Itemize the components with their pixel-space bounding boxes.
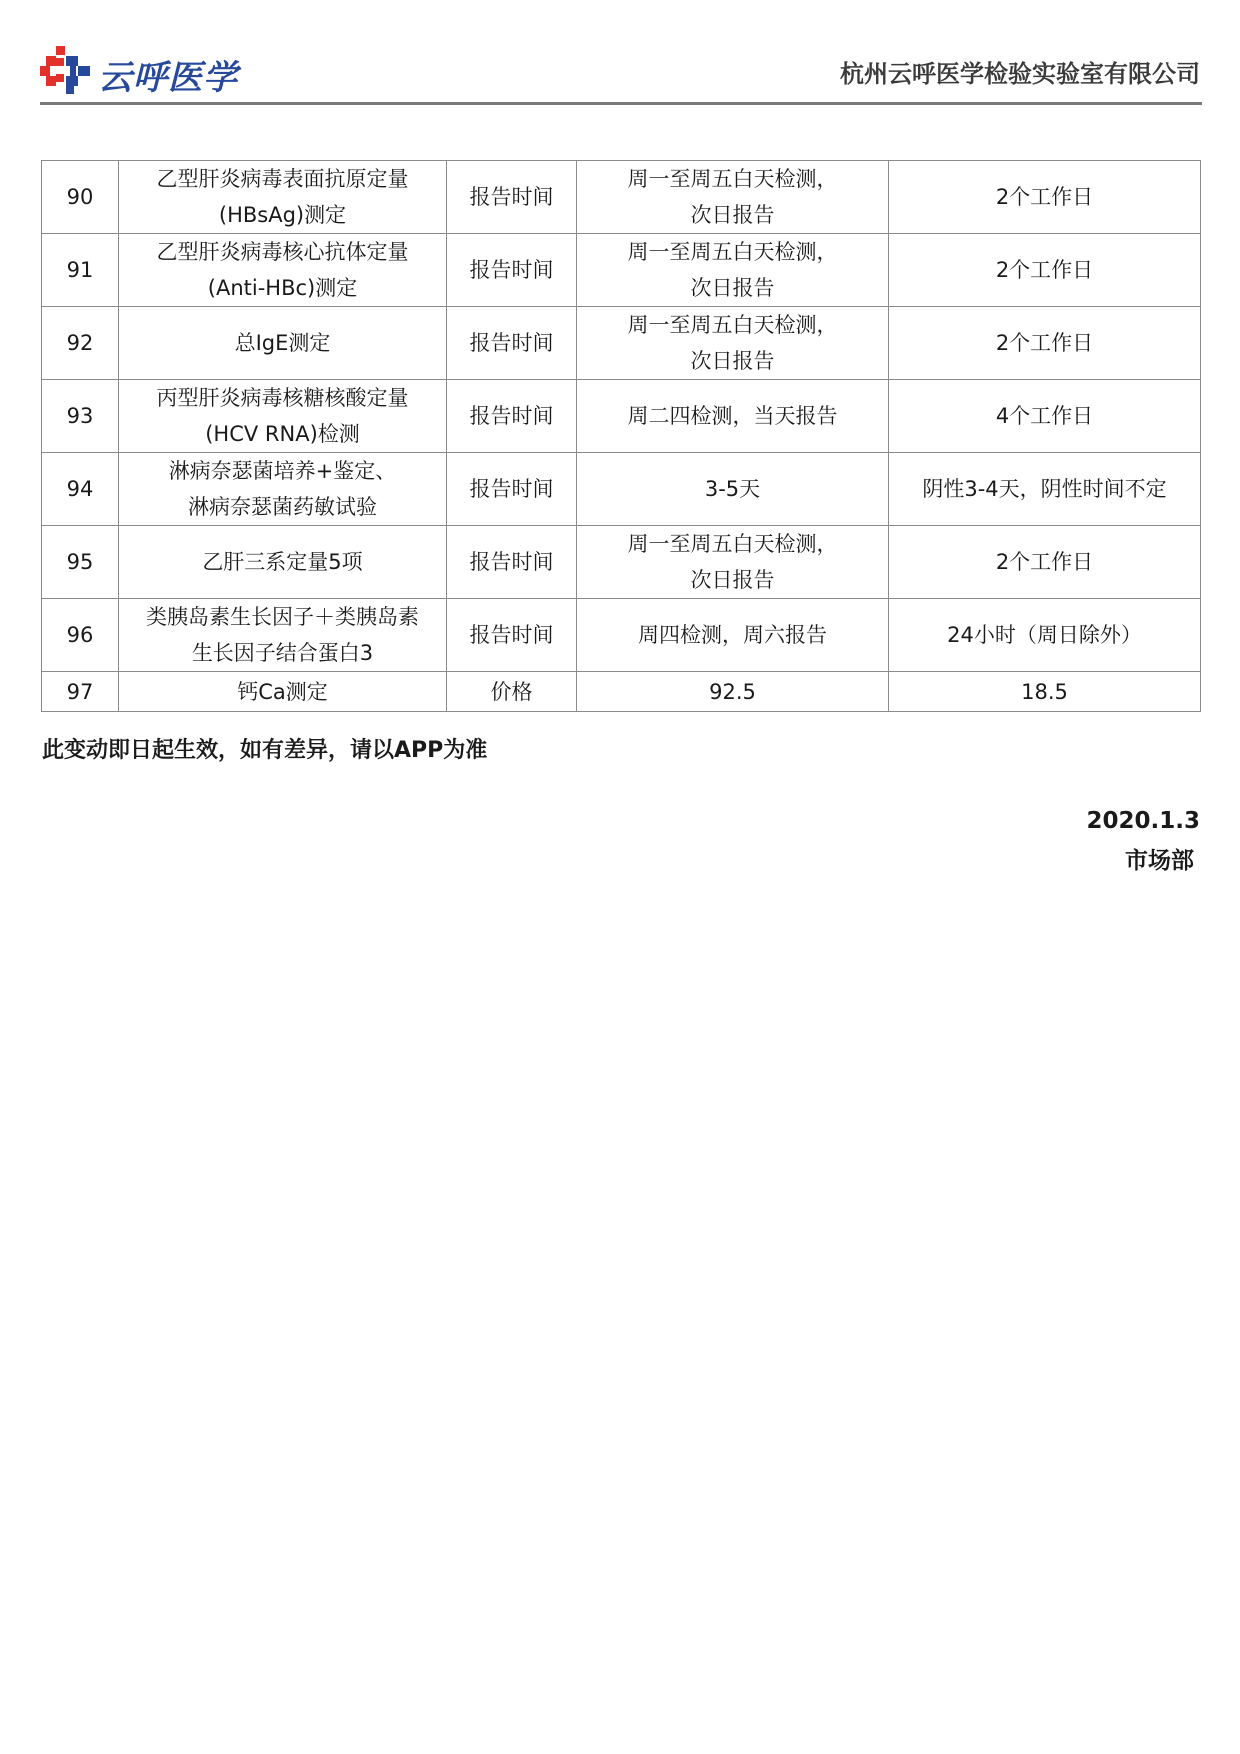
old-value-cell-line: 周二四检测，当天报告 — [627, 404, 838, 428]
new-value-cell — [889, 453, 1201, 526]
new-value-cell-line: 24小时（周日除外） — [947, 623, 1142, 647]
new-value-cell-line: 4个工作日 — [995, 404, 1094, 428]
test-item-cell — [119, 599, 447, 672]
test-item-cell-line: 乙型肝炎病毒表面抗原定量 — [156, 167, 409, 191]
header-divider — [40, 102, 1202, 105]
test-item-cell — [119, 307, 447, 380]
old-value-cell-line: 92.5 — [709, 679, 756, 704]
row-number-cell: 96 — [42, 599, 119, 672]
old-value-cell-line: 次日报告 — [690, 349, 775, 373]
change-type-cell: 报告时间 — [447, 161, 577, 234]
row-number-cell: 94 — [42, 453, 119, 526]
change-table — [41, 160, 1201, 712]
table-row — [42, 234, 1201, 307]
old-value-cell-line: 次日报告 — [690, 568, 775, 592]
new-value-cell — [889, 161, 1201, 234]
table-row — [42, 161, 1201, 234]
old-value-cell — [577, 672, 889, 712]
old-value-cell-line: 次日报告 — [690, 276, 775, 300]
new-value-cell-line: 2个工作日 — [995, 258, 1094, 282]
new-value-cell — [889, 672, 1201, 712]
row-number-cell: 93 — [42, 380, 119, 453]
table-row — [42, 453, 1201, 526]
test-item-cell — [119, 380, 447, 453]
change-type-cell: 价格 — [447, 672, 577, 712]
new-value-cell-line: 2个工作日 — [995, 550, 1094, 574]
test-item-cell — [119, 234, 447, 307]
change-type-cell: 报告时间 — [447, 453, 577, 526]
change-type-cell: 报告时间 — [447, 526, 577, 599]
old-value-cell-line: 3-5天 — [704, 477, 761, 501]
test-item-cell — [119, 453, 447, 526]
test-item-cell-line: 乙肝三系定量5项 — [202, 550, 363, 574]
test-item-cell — [119, 672, 447, 712]
logo-text: 云呼医学 — [98, 58, 238, 98]
test-item-cell-line: 淋病奈瑟菌培养+鉴定、 — [168, 459, 397, 483]
table-row — [42, 526, 1201, 599]
old-value-cell-line: 周一至周五白天检测， — [627, 167, 838, 191]
new-value-cell — [889, 234, 1201, 307]
table-row — [42, 672, 1201, 712]
test-item-cell-line: 类胰岛素生长因子＋类胰岛素 — [146, 605, 419, 629]
change-type-cell: 报告时间 — [447, 234, 577, 307]
test-item-cell-line: (Anti-HBc)测定 — [207, 276, 358, 300]
old-value-cell — [577, 526, 889, 599]
notice-text: 此变动即日起生效，如有差异，请以APP为准 — [42, 738, 488, 763]
table-row — [42, 599, 1201, 672]
signature-department: 市场部 — [1125, 848, 1194, 874]
cross-logo-icon — [40, 44, 92, 96]
test-item-cell — [119, 526, 447, 599]
old-value-cell — [577, 234, 889, 307]
signature-date: 2020.1.3 — [1086, 808, 1200, 834]
row-number-cell: 91 — [42, 234, 119, 307]
new-value-cell — [889, 380, 1201, 453]
test-item-cell — [119, 161, 447, 234]
old-value-cell-line: 次日报告 — [690, 203, 775, 227]
test-item-cell-line: (HBsAg)测定 — [218, 203, 347, 227]
new-value-cell-line: 18.5 — [1021, 679, 1068, 704]
old-value-cell-line: 周一至周五白天检测， — [627, 313, 838, 337]
new-value-cell-line: 2个工作日 — [995, 331, 1094, 355]
old-value-cell — [577, 161, 889, 234]
old-value-cell — [577, 380, 889, 453]
old-value-cell-line: 周四检测，周六报告 — [638, 623, 827, 647]
change-type-cell: 报告时间 — [447, 380, 577, 453]
table-row — [42, 380, 1201, 453]
test-item-cell-line: (HCV RNA)检测 — [205, 422, 360, 446]
change-type-cell: 报告时间 — [447, 307, 577, 380]
old-value-cell — [577, 307, 889, 380]
new-value-cell — [889, 526, 1201, 599]
old-value-cell — [577, 599, 889, 672]
old-value-cell — [577, 453, 889, 526]
new-value-cell — [889, 599, 1201, 672]
test-item-cell-line: 钙Ca测定 — [237, 679, 328, 704]
new-value-cell-line: 阴性3-4天，阴性时间不定 — [922, 477, 1167, 501]
new-value-cell — [889, 307, 1201, 380]
table-row — [42, 307, 1201, 380]
change-type-cell: 报告时间 — [447, 599, 577, 672]
old-value-cell-line: 周一至周五白天检测， — [627, 532, 838, 556]
test-item-cell-line: 总IgE测定 — [234, 331, 331, 355]
company-name: 杭州云呼医学检验实验室有限公司 — [840, 60, 1200, 88]
test-item-cell-line: 丙型肝炎病毒核糖核酸定量 — [156, 386, 409, 410]
row-number-cell: 95 — [42, 526, 119, 599]
page-header — [40, 40, 1200, 106]
test-item-cell-line: 乙型肝炎病毒核心抗体定量 — [156, 240, 409, 264]
change-table-body — [42, 161, 1201, 712]
test-item-cell-line: 生长因子结合蛋白3 — [191, 641, 374, 665]
row-number-cell: 97 — [42, 672, 119, 712]
test-item-cell-line: 淋病奈瑟菌药敏试验 — [188, 495, 377, 519]
row-number-cell: 90 — [42, 161, 119, 234]
new-value-cell-line: 2个工作日 — [995, 185, 1094, 209]
row-number-cell: 92 — [42, 307, 119, 380]
old-value-cell-line: 周一至周五白天检测， — [627, 240, 838, 264]
